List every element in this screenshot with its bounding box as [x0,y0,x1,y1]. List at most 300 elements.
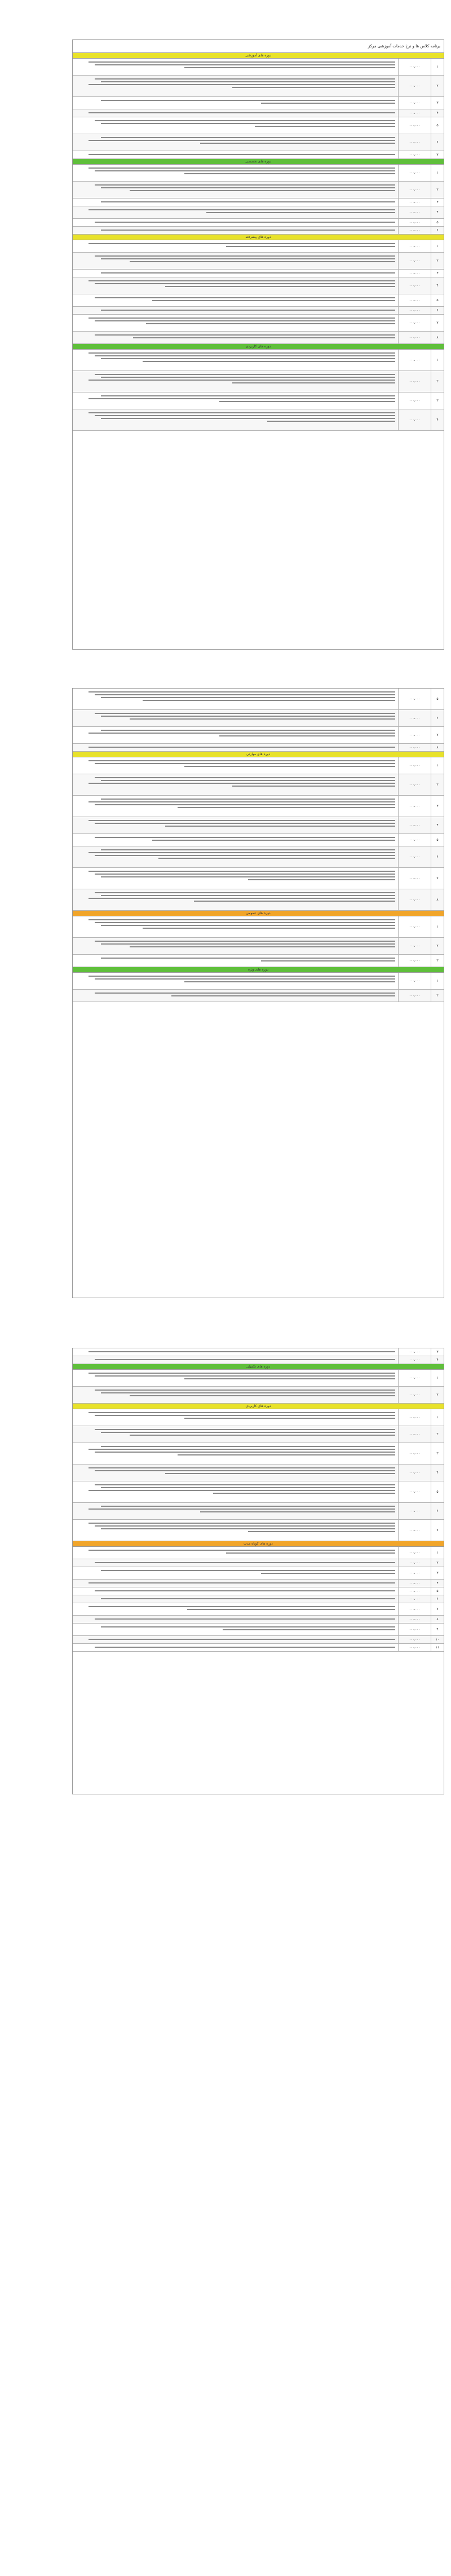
row-number: ۷ [436,876,439,880]
row-description [73,294,399,306]
table-row [73,240,444,253]
text-line [89,154,395,155]
row-price: ۰۰۰،۰۰۰ [399,350,431,370]
text-line [261,1573,395,1574]
table-row [73,1426,444,1443]
row-price: ۰۰۰،۰۰۰ [399,938,431,954]
row-number: ۱ [436,65,439,69]
row-number: ۲ [436,944,439,948]
text-line [143,700,395,701]
row-price: ۰۰۰،۰۰۰ [399,1356,431,1364]
text-line [200,143,395,144]
row-description [73,1443,399,1464]
row-number: ۱ [436,358,439,362]
row-description [73,350,399,370]
text-line [89,733,395,734]
row-number: ۶ [436,228,439,232]
text-line [133,337,395,338]
row-description [73,59,399,75]
table-row [73,916,444,938]
text-line [101,697,395,698]
text-line [248,1531,395,1532]
table-row [73,350,444,371]
row-description [73,206,399,218]
section-header: دوره های مهارتی [73,752,444,757]
text-line [101,358,395,359]
text-line [95,1562,395,1563]
row-description [73,253,399,269]
text-line [130,718,395,720]
row-number: ۷ [436,1528,439,1532]
text-line [101,799,395,800]
table-row [73,117,444,134]
row-description [73,774,399,795]
row-number: ۱ [436,1415,439,1419]
row-number: ۷ [436,1607,439,1611]
row-price: ۰۰۰،۰۰۰ [399,757,431,774]
text-line [101,780,395,781]
text-line [213,1493,395,1494]
text-line [152,300,395,301]
text-line [95,374,395,375]
text-line [89,760,395,761]
row-description [73,1636,399,1643]
text-line [95,1647,395,1648]
text-line [89,871,395,872]
table-row [73,270,444,277]
text-line [101,377,395,378]
row-number: ۲ [436,188,439,192]
text-line [143,928,395,929]
table-row [73,59,444,76]
row-description [73,1595,399,1603]
text-line [95,78,395,80]
row-number: ۸ [436,1617,439,1621]
row-description [73,1644,399,1651]
row-price: ۰۰۰،۰۰۰ [399,1636,431,1643]
text-line [89,1639,395,1640]
text-line [95,941,395,942]
row-description [73,109,399,117]
text-line [130,190,395,191]
row-number: ۵ [436,123,439,127]
text-line [152,840,395,841]
row-number: ۶ [436,140,439,144]
text-line [89,317,395,319]
row-price: ۰۰۰،۰۰۰ [399,689,431,709]
row-price: ۰۰۰،۰۰۰ [399,219,431,226]
text-line [89,1373,395,1374]
row-description [73,1520,399,1541]
text-line [95,804,395,805]
text-line [95,922,395,923]
row-description [73,151,399,158]
row-number: ۴ [436,1358,439,1362]
text-line [101,258,395,259]
text-line [223,1629,395,1630]
row-price: ۰۰۰،۰۰۰ [399,277,431,294]
text-line [89,783,395,784]
text-line [95,694,395,695]
row-number: ۵ [436,1490,439,1494]
text-line [89,1467,395,1468]
row-price: ۰۰۰،۰۰۰ [399,1587,431,1595]
text-line [89,691,395,692]
row-number: ۶ [436,716,439,720]
section-header: دوره های آموزشی [73,53,444,59]
row-description [73,270,399,277]
table-row [73,109,444,117]
row-description [73,1409,399,1426]
table-row [73,774,444,796]
row-price: ۰۰۰،۰۰۰ [399,76,431,96]
text-line [101,81,395,82]
row-number: ۳ [436,959,439,963]
row-price: ۰۰۰،۰۰۰ [399,1481,431,1502]
text-line [165,286,395,287]
table-row [73,97,444,109]
text-line [267,421,395,422]
text-line [95,222,395,223]
table-row [73,938,444,955]
table-row [73,1567,444,1580]
text-line [130,1395,395,1396]
row-number: ۳ [436,1350,439,1354]
table-row [73,1387,444,1404]
text-line [101,730,395,731]
text-line [101,958,395,959]
row-price: ۰۰۰،۰۰۰ [399,1603,431,1615]
text-line [95,1359,395,1360]
text-line [101,230,395,231]
row-price: ۰۰۰،۰۰۰ [399,315,431,331]
table-row [73,1356,444,1364]
table-row [73,1580,444,1587]
row-price: ۰۰۰،۰۰۰ [399,1503,431,1519]
table-row [73,1624,444,1636]
text-line [95,184,395,186]
row-price: ۰۰۰،۰۰۰ [399,1595,431,1603]
text-line [89,140,395,141]
row-description [73,710,399,726]
table-row [73,315,444,332]
row-description [73,76,399,96]
row-description [73,990,399,1002]
row-price: ۰۰۰،۰۰۰ [399,109,431,117]
text-line [89,1490,395,1491]
row-description [73,117,399,134]
row-price: ۰۰۰،۰۰۰ [399,1348,431,1356]
row-number: ۵ [436,838,439,842]
row-price: ۰۰۰،۰۰۰ [399,1465,431,1481]
table-row [73,689,444,710]
text-line [95,297,395,298]
row-description [73,689,399,709]
table-row [73,219,444,227]
text-line [89,1523,395,1524]
row-number: ۱ [436,244,439,248]
text-line [165,1473,395,1474]
row-description [73,165,399,181]
row-number: ۳ [436,200,439,204]
row-number: ۶ [436,1597,439,1601]
row-number: ۸ [436,898,439,902]
table-row [73,1595,444,1603]
document-title: برنامه کلاس ها و نرخ خدمات آموزشی مرکز [73,40,444,53]
row-description [73,1356,399,1364]
row-description [73,973,399,989]
row-description [73,134,399,151]
text-line [89,1449,395,1450]
row-number: ۲ [436,380,439,383]
text-line [101,137,395,138]
text-line [101,716,395,717]
row-number: ۷ [436,321,439,325]
section-header: دوره های ویژه [73,967,444,973]
text-line [143,361,395,362]
text-line [95,320,395,321]
row-description [73,1567,399,1579]
row-price: ۰۰۰،۰۰۰ [399,973,431,989]
row-price: ۰۰۰،۰۰۰ [399,227,431,234]
table-row [73,227,444,235]
text-line [95,777,395,778]
row-description [73,371,399,392]
row-description [73,727,399,743]
row-description [73,1481,399,1502]
row-number: ۲ [436,1432,439,1436]
row-description [73,955,399,967]
row-description [73,97,399,109]
row-description [73,916,399,937]
text-line [95,1390,395,1391]
text-line [89,167,395,169]
row-description [73,938,399,954]
row-price: ۰۰۰،۰۰۰ [399,392,431,409]
table-row [73,1559,444,1567]
row-number: ۱ [436,979,439,983]
row-description [73,817,399,833]
table-row [73,990,444,1002]
row-price: ۰۰۰،۰۰۰ [399,1616,431,1623]
row-number: ۲ [436,1561,439,1565]
text-line [89,380,395,381]
text-line [95,64,395,65]
row-price: ۰۰۰،۰۰۰ [399,1644,431,1651]
text-line [101,876,395,877]
row-price: ۰۰۰،۰۰۰ [399,834,431,846]
row-number: ۱ [436,925,439,929]
text-line [178,807,395,808]
table-row [73,796,444,817]
row-number: ۱ [436,764,439,767]
text-line [101,1446,395,1447]
text-line [89,398,395,399]
text-line [101,100,395,101]
row-description [73,392,399,409]
row-number: ۵ [436,1589,439,1593]
table-row [73,1644,444,1652]
row-number: ۸ [436,336,439,339]
row-price: ۰۰۰،۰۰۰ [399,710,431,726]
page-body-2 [73,689,444,1002]
text-line [89,61,395,63]
row-number: ۱۰ [435,1638,440,1642]
table-row [73,868,444,889]
text-line [101,1392,395,1393]
text-line [184,67,395,68]
section-header: دوره های پیشرفته [73,235,444,240]
row-price: ۰۰۰،۰۰۰ [399,1547,431,1559]
text-line [206,212,395,213]
text-line [101,1626,395,1627]
text-line [178,1454,395,1455]
row-description [73,1348,399,1356]
row-description [73,1387,399,1403]
text-line [95,415,395,416]
table-row [73,294,444,307]
row-price: ۰۰۰،۰۰۰ [399,817,431,833]
row-number: ۵ [436,298,439,302]
row-description [73,1587,399,1595]
text-line [89,1606,395,1607]
row-number: ۲ [436,783,439,787]
text-line [184,1378,395,1379]
table-row [73,307,444,315]
text-line [95,1375,395,1377]
row-number: ۴ [436,418,439,422]
document-page-3 [72,1348,444,1794]
table-row [73,973,444,990]
text-line [261,103,395,104]
section-header: دوره های عمومی [73,911,444,916]
table-row [73,1348,444,1356]
row-price: ۰۰۰،۰۰۰ [399,294,431,306]
row-price: ۰۰۰،۰۰۰ [399,774,431,795]
row-description [73,834,399,846]
row-price: ۰۰۰،۰۰۰ [399,1624,431,1635]
text-line [184,766,395,767]
table-row [73,134,444,151]
text-line [184,981,395,982]
table-row [73,332,444,344]
section-header: دوره های کاربردی [73,1404,444,1409]
row-price: ۰۰۰،۰۰۰ [399,1426,431,1443]
row-description [73,889,399,910]
row-description [73,1426,399,1443]
row-description [73,744,399,751]
text-line [89,801,395,802]
row-description [73,757,399,774]
table-row [73,1547,444,1559]
text-line [101,1570,395,1571]
row-number: ۳ [436,1452,439,1455]
row-price: ۰۰۰،۰۰۰ [399,889,431,910]
text-line [95,837,395,838]
table-row [73,955,444,967]
row-price: ۰۰۰،۰۰۰ [399,117,431,134]
row-number: ۴ [436,284,439,288]
table-row [73,889,444,911]
text-line [101,1528,395,1529]
text-line [101,272,395,274]
row-price: ۰۰۰،۰۰۰ [399,846,431,867]
row-description [73,1616,399,1623]
table-row [73,392,444,409]
row-number: ۱۱ [435,1646,440,1649]
table-row [73,1603,444,1616]
text-line [158,858,395,859]
row-number: ۳ [436,399,439,403]
table-row [73,409,444,431]
row-number: ۲ [436,1393,439,1397]
text-line [89,209,395,210]
text-line [95,334,395,336]
row-description [73,1547,399,1559]
text-line [95,1484,395,1485]
text-line [89,1412,395,1413]
row-price: ۰۰۰،۰۰۰ [399,955,431,967]
row-price: ۰۰۰،۰۰۰ [399,270,431,277]
row-number: ۱ [436,171,439,175]
table-row [73,76,444,97]
row-price: ۰۰۰،۰۰۰ [399,165,431,181]
text-line [95,874,395,875]
text-line [101,418,395,419]
row-price: ۰۰۰،۰۰۰ [399,332,431,343]
text-line [89,976,395,977]
row-number: ۹ [436,1627,439,1631]
table-row [73,253,444,270]
text-line [101,1598,395,1599]
row-number: ۵ [436,220,439,224]
text-line [89,919,395,920]
text-line [95,823,395,824]
row-description [73,307,399,314]
row-price: ۰۰۰،۰۰۰ [399,1443,431,1464]
row-description [73,199,399,206]
text-line [130,261,395,262]
page-body-1 [73,53,444,431]
row-price: ۰۰۰،۰۰۰ [399,1370,431,1386]
table-row [73,710,444,727]
text-line [89,280,395,281]
text-line [89,852,395,853]
row-description [73,868,399,889]
row-price: ۰۰۰،۰۰۰ [399,371,431,392]
text-line [255,126,395,127]
row-price: ۰۰۰،۰۰۰ [399,97,431,109]
section-header: دوره های تخصصی [73,159,444,165]
row-description [73,219,399,226]
text-line [261,960,395,961]
table-row [73,151,444,159]
text-line [89,820,395,821]
text-line [95,855,395,856]
row-description [73,1503,399,1519]
row-description [73,182,399,198]
row-price: ۰۰۰،۰۰۰ [399,1559,431,1567]
text-line [184,173,395,174]
text-line [89,412,395,413]
text-line [232,382,395,383]
text-line [101,123,395,124]
text-line [226,1552,396,1554]
text-line [95,1525,395,1527]
text-line [89,898,395,899]
row-price: ۰۰۰،۰۰۰ [399,796,431,817]
row-price: ۰۰۰،۰۰۰ [399,240,431,252]
